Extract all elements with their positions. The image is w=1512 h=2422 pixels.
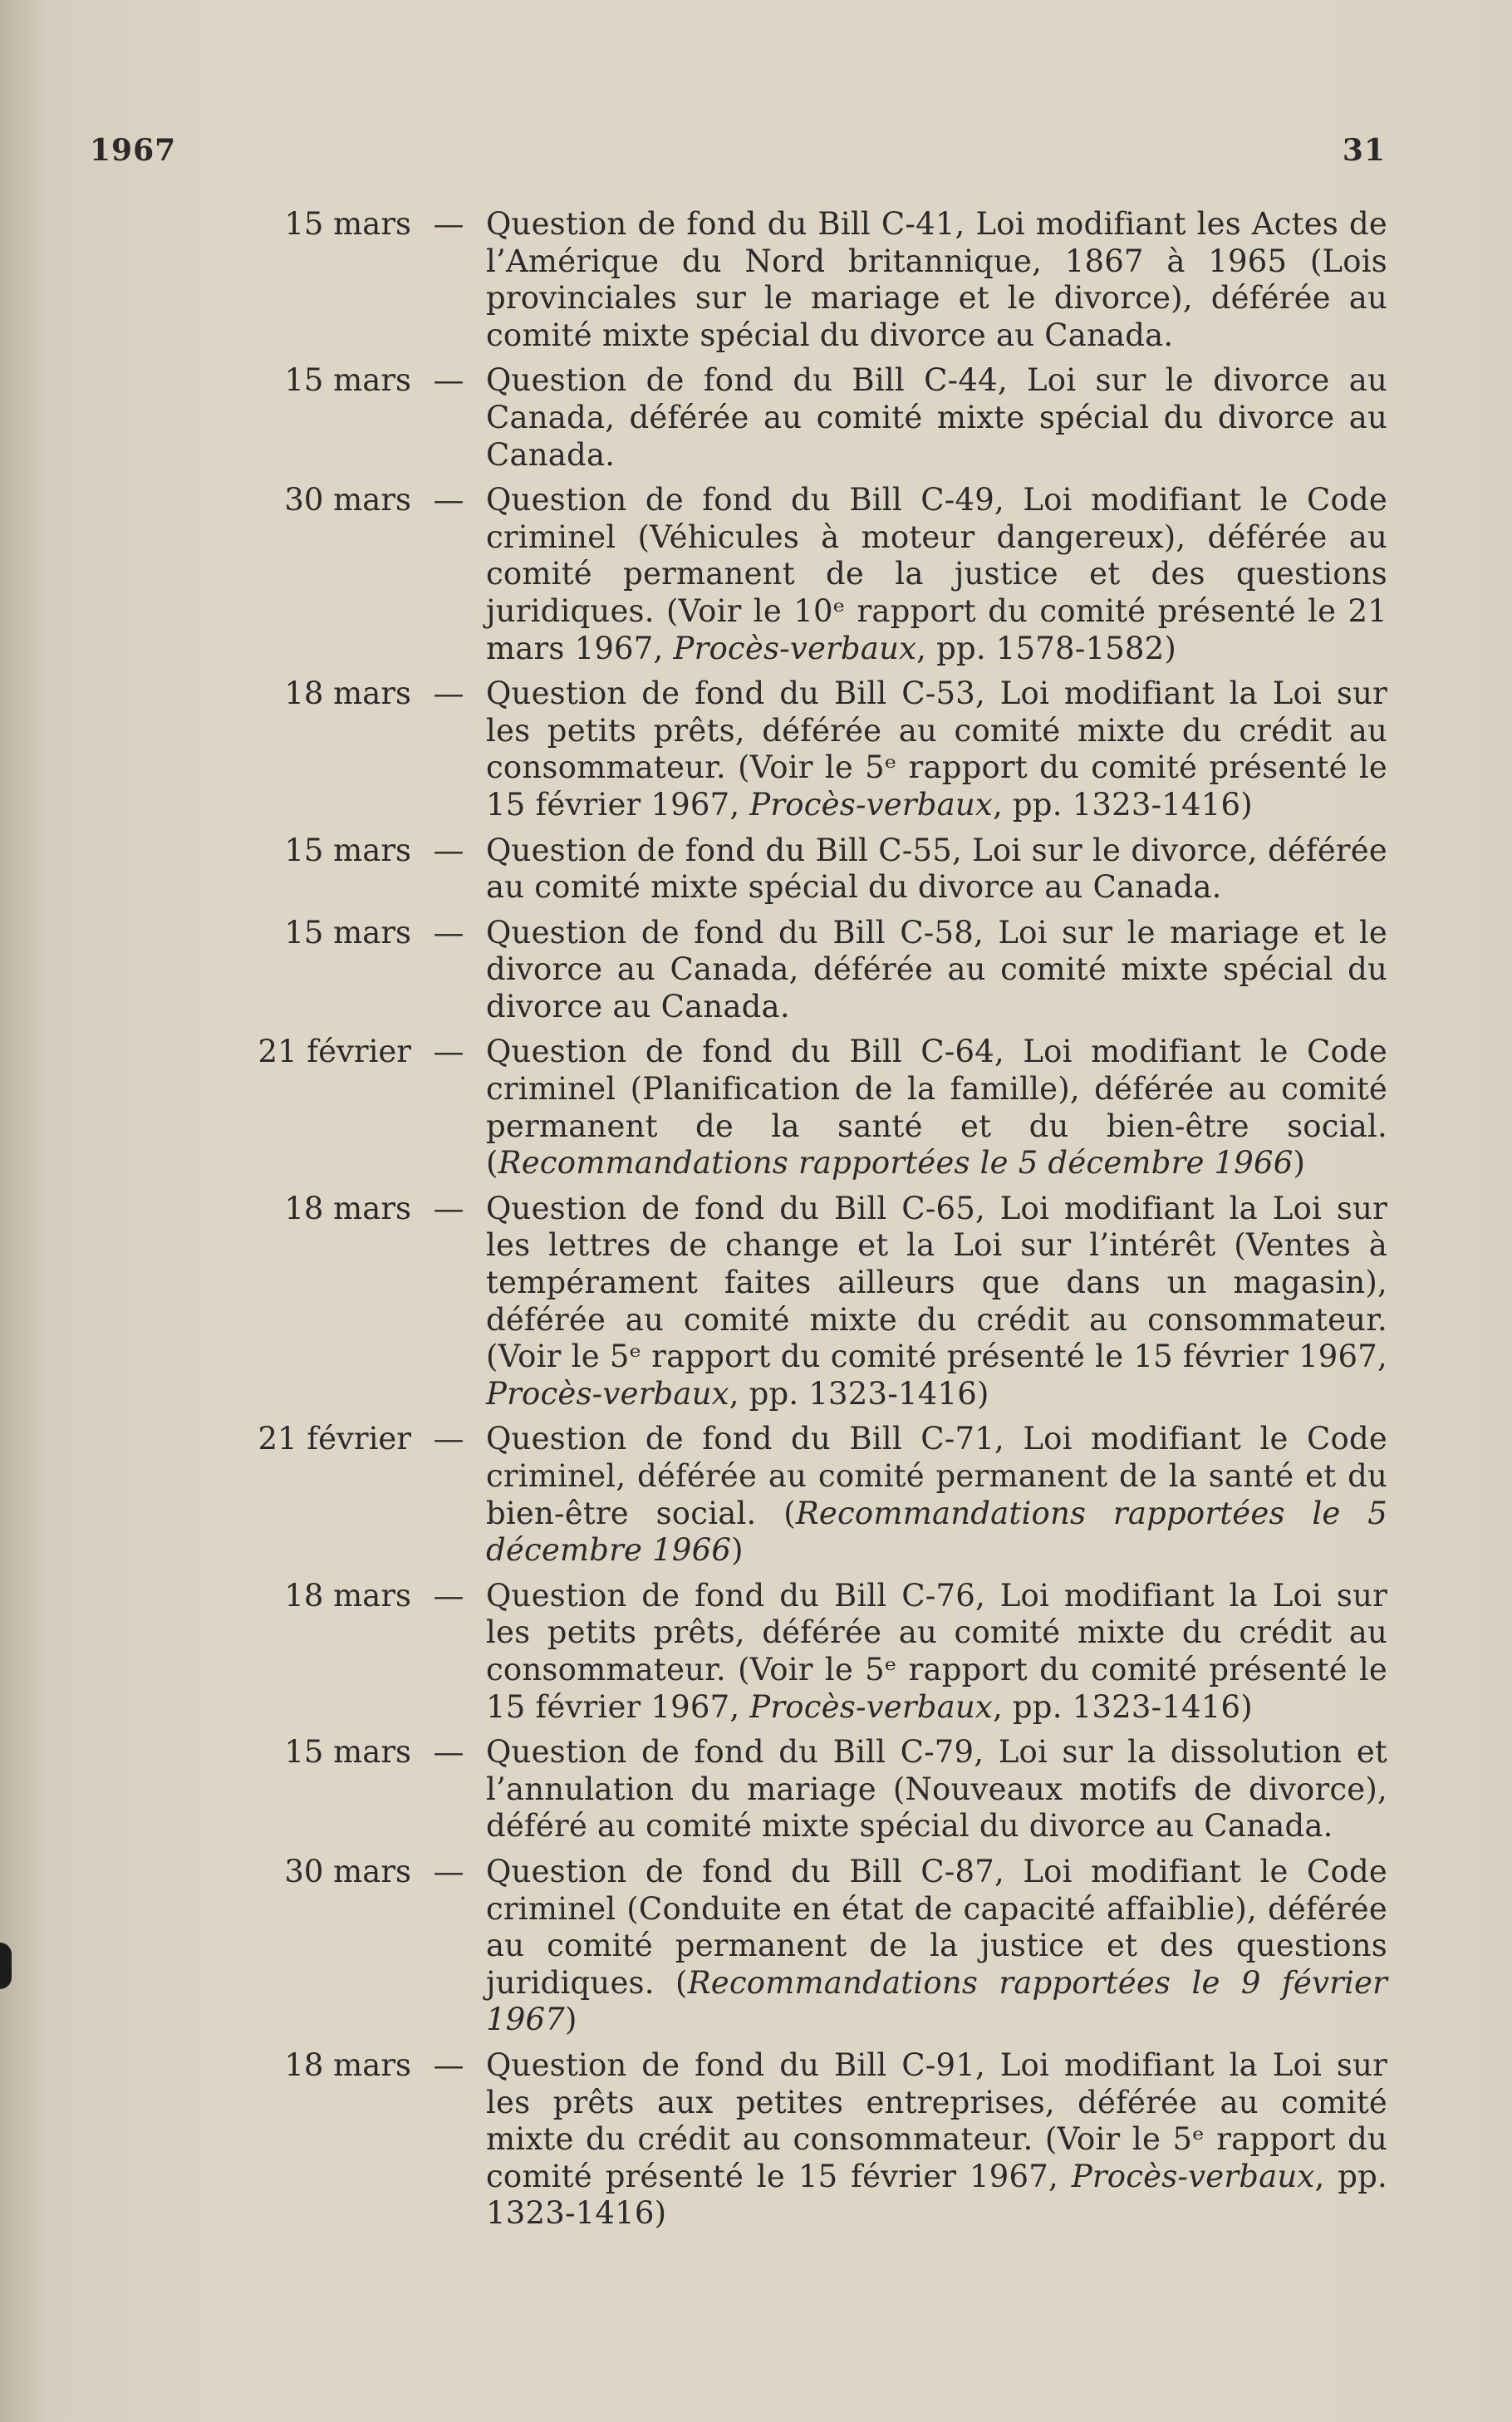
entry-text [486, 1854, 1387, 2039]
entry-text-main: Question de fond du Bill C-49, Loi modifiant le Code criminel (Véhicules à moteur dangereux), déférée au comité permanent de la justice et des questions juridiques. (Voir le 10ᵉ rapport du comité présenté le 21 mars 1967, [486, 482, 1387, 666]
entry-date: 18 mars [284, 1577, 411, 1614]
entry-text-main: Question de fond du Bill C-41, Loi modifiant les Actes de l’Amérique du Nord britannique, 1867 à 1965 (Lois provinciales sur le mariage et le divorce), déférée au comité mixte spécial du divorce au Canada. [486, 206, 1387, 353]
header-year: 1967 [90, 133, 177, 168]
entry-text-main: Question de fond du Bill C-55, Loi sur le divorce, déférée au comité mixte spécial du divorce au Canada. [486, 832, 1387, 906]
entry-date: 21 février [258, 1034, 411, 1070]
entry-dash: — [433, 2046, 464, 2083]
entry-text [486, 2047, 1387, 2233]
entry-text-italic: Procès-verbaux [749, 1688, 993, 1725]
entry-text [486, 676, 1387, 823]
entry-text-tail: ) [1293, 1145, 1306, 1182]
list-item [208, 1191, 1387, 1413]
list-item [208, 1421, 1387, 1569]
entry-text-tail: , pp. 1578-1582) [916, 630, 1177, 666]
entry-text-main: Question de fond du Bill C-53, Loi modifiant la Loi sur les petits prêts, déférée au comité mixte du crédit au consommateur. (Voir le 5ᵉ rapport du comité présenté le 15 février 1967, [486, 676, 1387, 823]
entry-text-italic: Procès-verbaux [1071, 2158, 1315, 2194]
entry-text [486, 1034, 1387, 1182]
entry-date: 15 mars [284, 914, 411, 951]
list-item [208, 676, 1387, 823]
entry-dash: — [433, 1034, 464, 1070]
entry-text [486, 362, 1387, 474]
entry-text-main: Question de fond du Bill C-79, Loi sur la dissolution et l’annulation du mariage (Nouveaux motifs de divorce), déféré au comité mixte spécial du divorce au Canada. [486, 1734, 1387, 1845]
entry-text-main: Question de fond du Bill C-76, Loi modifiant la Loi sur les petits prêts, déférée au comité mixte du crédit au consommateur. (Voir le 5ᵉ rapport du comité présenté le 15 février 1967, [486, 1577, 1387, 1725]
entry-text [486, 482, 1387, 667]
entry-dash: — [433, 914, 464, 951]
entry-text [486, 915, 1387, 1026]
entry-dash: — [433, 1421, 464, 1457]
entry-text-main: Question de fond du Bill C-64, Loi modifiant le Code criminel (Planification de la famille), déférée au comité permanent de la santé et du bien-être social. ( [486, 1034, 1387, 1182]
entry-text-italic: Recommandations rapportées le 5 décembre 1966 [498, 1145, 1294, 1182]
entry-date: 30 mars [284, 1853, 411, 1889]
entry-text-main: Question de fond du Bill C-71, Loi modifiant le Code criminel, déférée au comité permanent de la santé et du bien-être social. ( [486, 1421, 1387, 1531]
entry-dash: — [433, 676, 464, 712]
entry-text-tail: , pp. 1323-1416) [993, 1688, 1253, 1725]
entry-text-italic: Recommandations rapportées le 5 décembre 1966 [486, 1495, 1387, 1569]
entry-text-tail: , pp. 1323-1416) [729, 1375, 989, 1412]
entry-text-main: Question de fond du Bill C-65, Loi modifiant la Loi sur les lettres de change et la Loi sur l’intérêt (Ventes à tempérament faites ailleurs que dans un magasin), déférée au comité mixte du crédit au consommateur. (Voir le 5ᵉ rapport du comité présenté le 15 février 1967, [486, 1190, 1387, 1375]
entry-date: 18 mars [284, 1190, 411, 1226]
entry-text-main: Question de fond du Bill C-87, Loi modifiant le Code criminel (Conduite en état de capacité affaiblie), déférée au comité permanent de la justice et des questions juridiques. ( [486, 1853, 1387, 2001]
entry-dash: — [433, 1734, 464, 1771]
list-item [208, 1734, 1387, 1845]
list-item [208, 206, 1387, 354]
entry-date: 30 mars [284, 482, 411, 518]
entry-text-tail: ) [731, 1532, 744, 1569]
binding-mark [0, 1943, 12, 1989]
entry-text-italic: Procès-verbaux [673, 630, 917, 666]
entry-text [486, 1734, 1387, 1845]
entry-text-italic: Recommandations rapportées le 9 février 1967 [486, 1964, 1387, 2038]
entry-dash: — [433, 1577, 464, 1614]
list-item [208, 915, 1387, 1026]
list-item [208, 2047, 1387, 2233]
entry-date: 21 février [258, 1421, 411, 1457]
page-header [90, 133, 1386, 173]
entry-text-italic: Procès-verbaux [486, 1375, 729, 1412]
entry-dash: — [433, 206, 464, 242]
list-item [208, 833, 1387, 906]
entry-text [486, 1191, 1387, 1413]
entry-text-tail: ) [564, 2002, 577, 2038]
entry-text-main: Question de fond du Bill C-44, Loi sur le divorce au Canada, déférée au comité mixte spécial du divorce au Canada. [486, 362, 1387, 473]
entry-date: 15 mars [284, 206, 411, 242]
entry-date: 18 mars [284, 676, 411, 712]
page-number: 31 [1342, 133, 1386, 168]
entry-text-tail: , pp. 1323-1416) [486, 2158, 1387, 2232]
entry-text-tail: , pp. 1323-1416) [993, 786, 1253, 823]
entry-date: 15 mars [284, 362, 411, 399]
entry-dash: — [433, 482, 464, 518]
entry-text-main: Question de fond du Bill C-91, Loi modifiant la Loi sur les prêts aux petites entreprises, déférée au comité mixte du crédit au consommateur. (Voir le 5ᵉ rapport du comité présenté le 15 février 1967, [486, 2046, 1387, 2194]
list-item [208, 1578, 1387, 1726]
entry-dash: — [433, 1190, 464, 1226]
entry-text-italic: Procès-verbaux [749, 786, 993, 823]
list-item [208, 1034, 1387, 1182]
entry-date: 15 mars [284, 832, 411, 868]
entry-date: 15 mars [284, 1734, 411, 1771]
entry-text [486, 1421, 1387, 1569]
entry-dash: — [433, 362, 464, 399]
entry-dash: — [433, 1853, 464, 1889]
entry-text-main: Question de fond du Bill C-58, Loi sur le mariage et le divorce au Canada, déférée au comité mixte spécial du divorce au Canada. [486, 914, 1387, 1024]
entry-text [486, 833, 1387, 906]
entry-date: 18 mars [284, 2046, 411, 2083]
entry-text [486, 206, 1387, 354]
entries-list [208, 206, 1387, 2241]
list-item [208, 1854, 1387, 2039]
list-item [208, 482, 1387, 667]
list-item [208, 362, 1387, 474]
entry-text [486, 1578, 1387, 1726]
entry-dash: — [433, 832, 464, 868]
